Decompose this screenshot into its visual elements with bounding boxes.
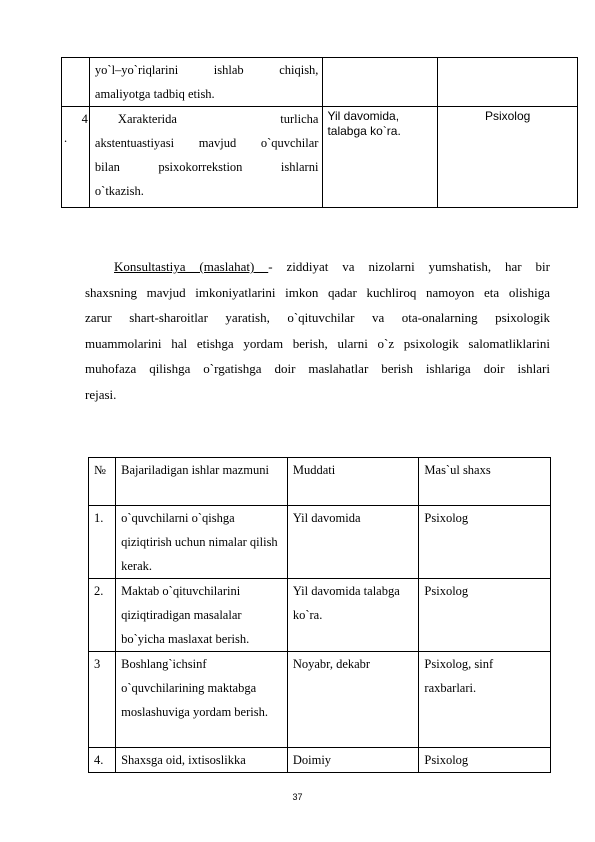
table-row [89, 652, 551, 748]
row-responsible: Psixolog [419, 506, 551, 579]
table-header-row [89, 458, 551, 506]
keyword-consultation: Konsultastiya (maslahat) [114, 259, 269, 274]
term-cell [323, 107, 438, 208]
table-row [89, 579, 551, 652]
row-number: 4 [81, 112, 88, 126]
paragraph-line [85, 254, 550, 280]
row-responsible: Psixolog [419, 748, 551, 773]
paragraph-line: muammolarini hal etishga yordam berish, ularni o`z psixologik salomatliklarini [85, 335, 550, 351]
task-line: o`tkazish. [94, 184, 144, 198]
table-cell [89, 58, 323, 107]
paragraph-line: rejasi. [85, 386, 117, 402]
table-cell [438, 58, 578, 107]
row-responsible: Psixolog, sinf raxbarlari. [419, 652, 551, 748]
row-term: Noyabr, dekabr [287, 652, 419, 748]
task-line: Xarakterida turlicha [117, 112, 319, 126]
paragraph-line: muhofaza qilishga o`rgatishga doir maslahatlar berish ishlariga doir ishlari [85, 361, 550, 376]
header-number: № [89, 458, 116, 506]
table-row [62, 58, 578, 107]
table-row [62, 107, 578, 208]
paragraph-line: zarur shart-sharoitlar yaratish, o`qituvchilar va ota-onalarning psixologik [85, 310, 550, 325]
paragraph-line-rest: - ziddiyat va nizolarni yumshatish, har bir [268, 259, 550, 274]
consultation-plan-table [88, 457, 551, 773]
row-term: Yil davomida [287, 506, 419, 579]
row-number: 3 [89, 652, 116, 748]
table-row [89, 506, 551, 579]
task-line: bilan psixokorrekstion ishlarni [94, 160, 319, 174]
responsible-text: Psixolog [484, 109, 531, 123]
row-task: Boshlang`ichsinf o`quvchilarining maktabga moslashuviga yordam berish. [116, 652, 288, 748]
row-number-cell [62, 107, 90, 208]
consultation-paragraph [85, 254, 550, 407]
table-cell [62, 58, 90, 107]
top-plan-table [61, 57, 578, 208]
row-task: o`quvchilarni o`qishga qiziqtirish uchun nimalar qilish kerak. [116, 506, 288, 579]
row-task: Maktab o`qituvchilarini qiziqtiradigan masalalar bo`yicha maslaxat berish. [116, 579, 288, 652]
row-number: 1. [89, 506, 116, 579]
row-responsible: Psixolog [419, 579, 551, 652]
header-task: Bajariladigan ishlar mazmuni [116, 458, 288, 506]
header-responsible: Mas`ul shaxs [419, 458, 551, 506]
row-number-dot: . [64, 131, 68, 145]
row-task: Shaxsga oid, ixtisoslikka [116, 748, 288, 773]
term-text: Yil davomida, talabga ko`ra. [327, 109, 401, 138]
page-number: 37 [292, 792, 303, 802]
paragraph-line: shaxsning mavjud imkoniyatlarini imkon qadar kuchliroq namoyon eta olishiga [85, 284, 550, 300]
responsible-cell [438, 107, 578, 208]
row-term: Doimiy [287, 748, 419, 773]
table-cell [323, 58, 438, 107]
header-term: Muddati [287, 458, 419, 506]
task-line: yo`l–yo`riqlarini ishlab chiqish, [94, 63, 319, 77]
row-number: 4. [89, 748, 116, 773]
row-number: 2. [89, 579, 116, 652]
table-row [89, 748, 551, 773]
task-line: akstentuastiyasi mavjud o`quvchilar [94, 136, 319, 150]
row-term: Yil davomida talabga ko`ra. [287, 579, 419, 652]
task-cell [89, 107, 323, 208]
task-line: amaliyotga tadbiq etish. [94, 87, 215, 101]
